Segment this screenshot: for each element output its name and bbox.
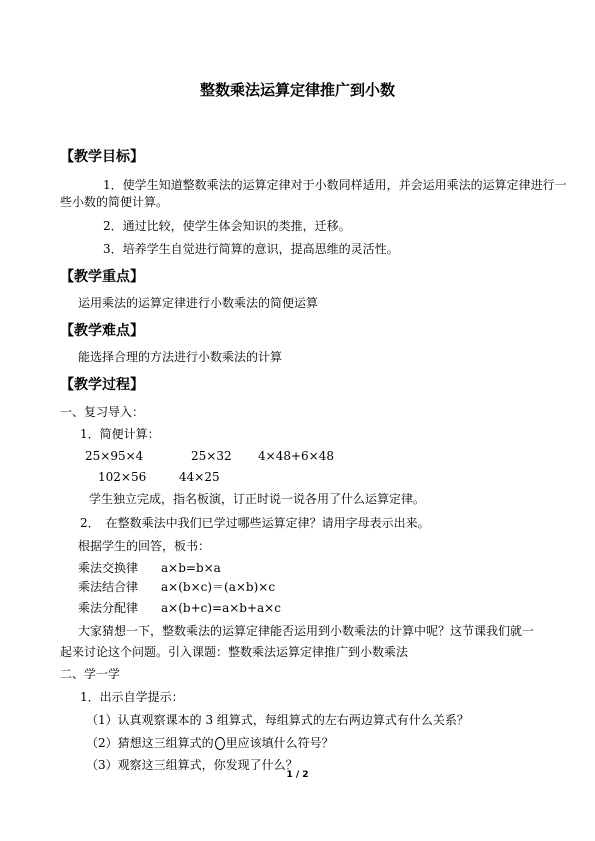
part1-sub2: 2． 在整数乘法中我们已学过哪些运算定律？请用字母表示出来。 <box>80 516 430 530</box>
question-2 <box>86 736 334 750</box>
part1-note1: 学生独立完成，指名板演，订正时说一说各用了什么运算定律。 <box>89 492 426 506</box>
heading-key-points: 【教学重点】 <box>60 269 144 285</box>
calc-5: 44×25 <box>179 470 220 484</box>
question-2-after: 里应该填什么符号？ <box>225 736 334 750</box>
part1-title: 一、复习导入： <box>60 405 145 419</box>
difficulties-text: 能选择合理的方法进行小数乘法的计算 <box>78 350 283 364</box>
blank-circle-icon <box>215 737 225 750</box>
part1-sub1: 1．简便计算： <box>80 427 160 441</box>
goal-1-line2: 些小数的简便计算。 <box>60 195 169 209</box>
page-number: 1 / 2 <box>286 770 309 780</box>
goal-3: 3．培养学生自觉进行简算的意识，提高思维的灵活性。 <box>103 242 399 256</box>
calc-4: 102×56 <box>98 470 147 484</box>
goal-1-line1: 1．使学生知道整数乘法的运算定律对于小数同样适用，并会运用乘法的运算定律进行一 <box>103 178 567 192</box>
law-1-name: 乘法交换律 <box>78 561 139 575</box>
part2-title: 二、学一学 <box>60 667 121 681</box>
transition-line2: 起来讨论这个问题。引入课题：整数乘法运算定律推广到小数乘法 <box>60 645 409 659</box>
heading-teaching-process: 【教学过程】 <box>60 377 144 393</box>
law-1-formula: a×b=b×a <box>161 561 221 575</box>
question-2-before: （2）猜想这三组算式的 <box>86 736 214 750</box>
part1-note2: 根据学生的回答，板书： <box>78 539 211 553</box>
transition-line1: 大家猜想一下，整数乘法的运算定律能否运用到小数乘法的计算中呢？这节课我们就一 <box>78 624 535 638</box>
document-title: 整数乘法运算定律推广到小数 <box>199 81 395 99</box>
calc-1: 25×95×4 <box>85 449 144 463</box>
heading-difficulties: 【教学难点】 <box>60 323 144 339</box>
law-3-name: 乘法分配律 <box>78 601 139 615</box>
goal-2: 2．通过比较，使学生体会知识的类推，迁移。 <box>103 219 351 233</box>
question-1: （1）认真观察课本的 3 组算式，每组算式的左右两边算式有什么关系？ <box>86 713 469 727</box>
law-2-formula: a×(b×c)＝(a×b)×c <box>161 580 276 594</box>
calc-3: 4×48+6×48 <box>258 449 334 463</box>
key-points-text: 运用乘法的运算定律进行小数乘法的简便运算 <box>78 296 319 310</box>
law-3-formula: a×(b+c)=a×b+a×c <box>161 601 281 615</box>
calc-2: 25×32 <box>191 449 232 463</box>
heading-teaching-goals: 【教学目标】 <box>60 149 144 165</box>
question-3: （3）观察这三组算式，你发现了什么？ <box>86 758 298 772</box>
law-2-name: 乘法结合律 <box>78 580 139 594</box>
part2-sub1: 1．出示自学提示： <box>80 690 184 704</box>
